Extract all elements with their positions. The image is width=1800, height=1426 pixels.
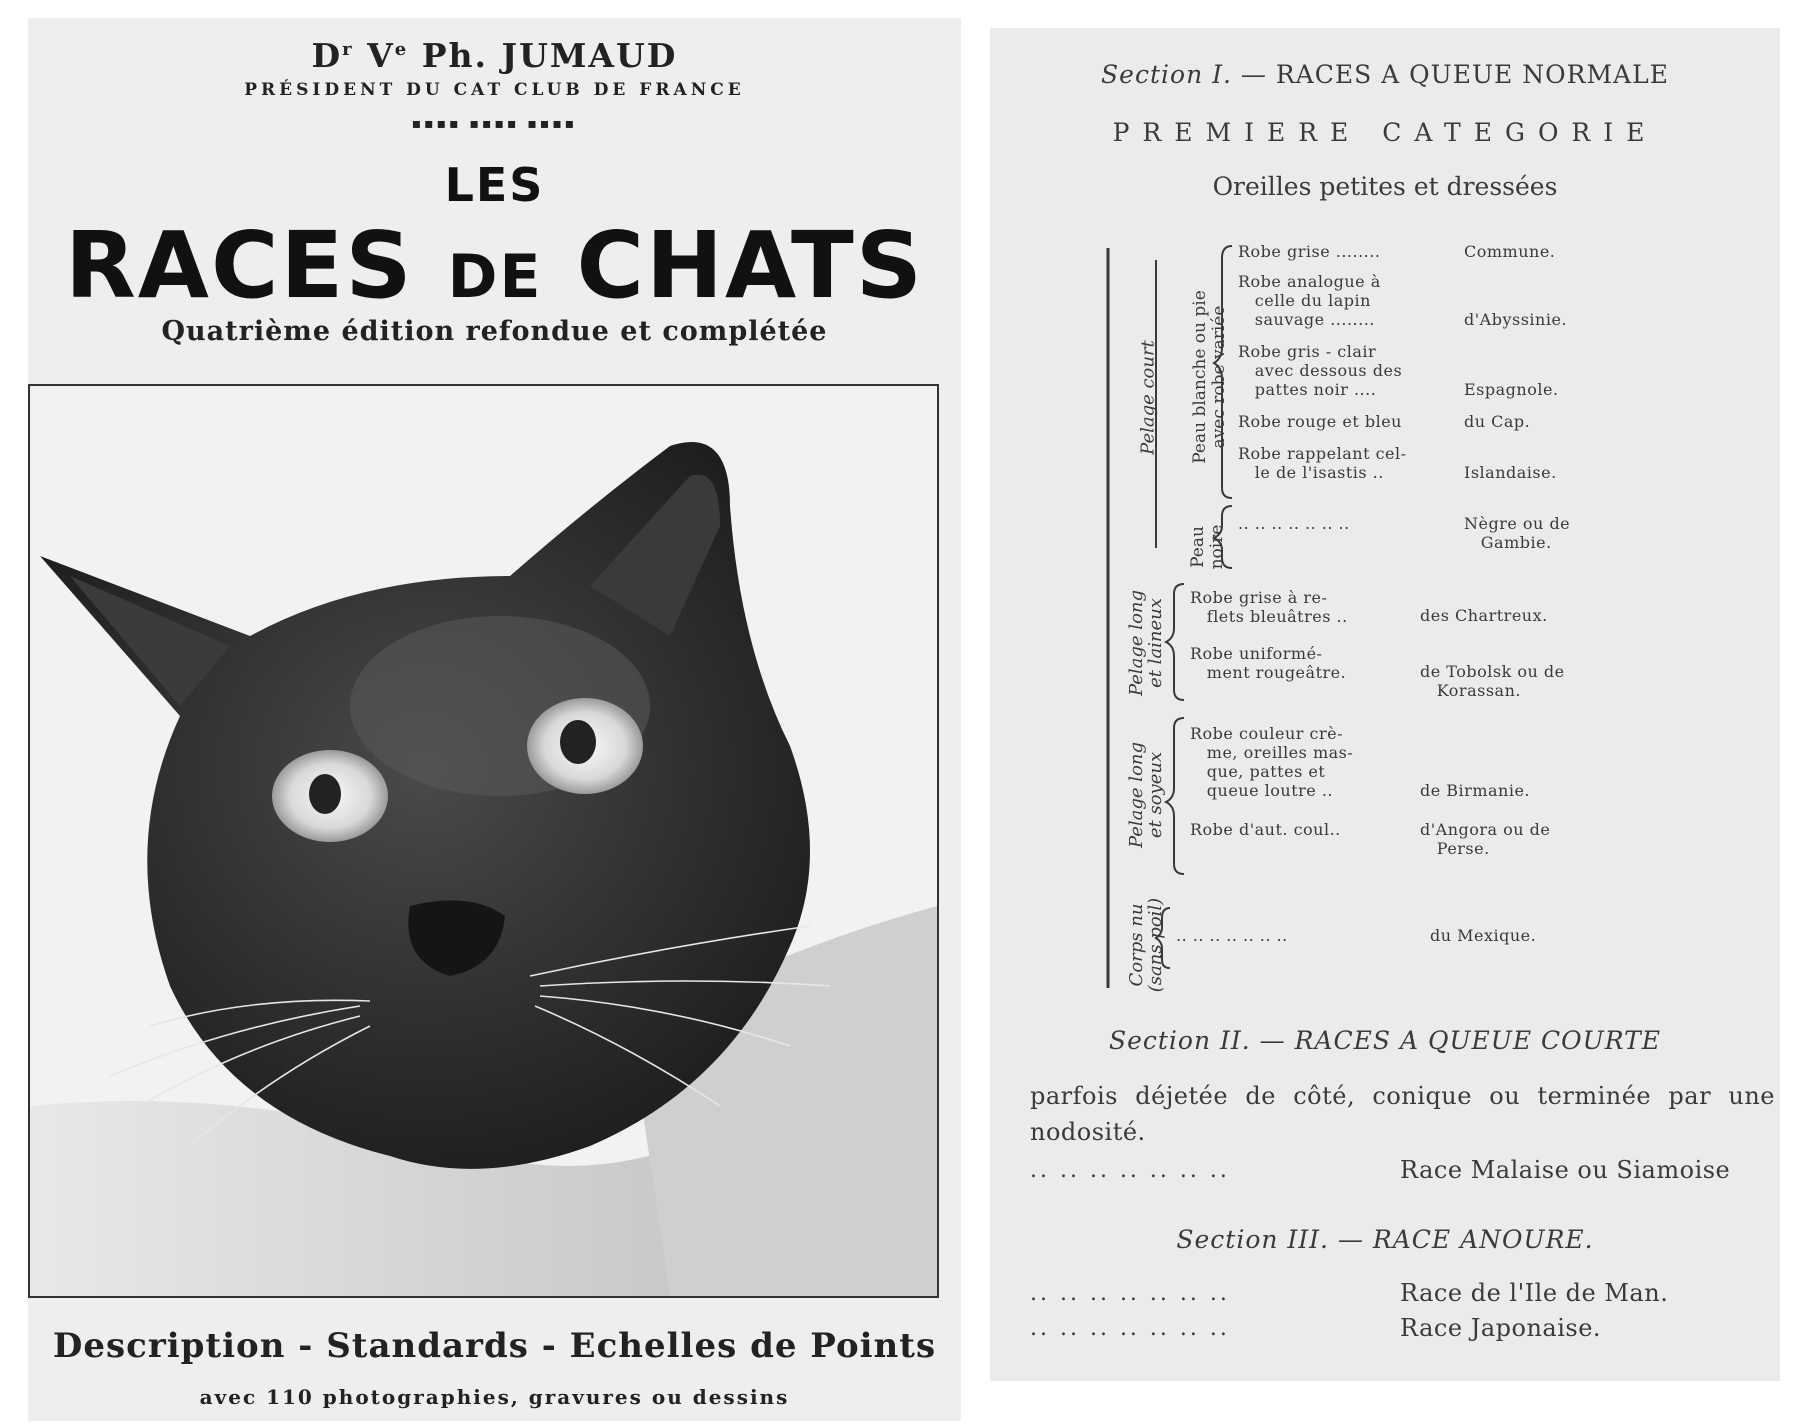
group-pelage-long-soyeux: Pelage long et soyeux [1126, 741, 1166, 849]
entry-desc: Robe gris - clair avec dessous des pattes noir .... [1238, 342, 1403, 399]
entry-desc: Robe analogue à celle du lapin sauvage ........ [1238, 272, 1381, 329]
entry-desc: Robe uniformé- ment rougeâtre. [1190, 644, 1347, 682]
cover-edition: Quatrième édition refondue et complétée [161, 316, 828, 347]
entry-desc: Robe rappelant cel- le de l'isastis .. [1238, 444, 1407, 482]
group-pelage-long-laineux: Pelage long et laineux [1126, 589, 1166, 697]
entry-race: du Mexique. [1430, 926, 1537, 945]
entry-race: d'Angora ou de Perse. [1420, 820, 1551, 858]
group-peau-noire: Peau noire [1188, 524, 1227, 570]
entry-desc: Robe rouge et bleu [1238, 412, 1402, 431]
cover-author: $D^r$ Ve Ph. JUMAUD [311, 36, 678, 75]
entry-race: Nègre ou de Gambie. [1464, 514, 1571, 552]
entry-race: du Cap. [1464, 412, 1531, 431]
cover-title: RACES DE CHATS [64, 212, 925, 319]
entry-desc: .. .. .. .. .. .. .. [1238, 514, 1350, 533]
entry-desc: Robe grise ........ [1238, 242, 1381, 261]
book-cover [28, 18, 961, 1421]
section2-race: Race Malaise ou Siamoise [1400, 1156, 1731, 1184]
cover-divider: ▪▪▪▪ ▪▪▪▪ ▪▪▪▪ [411, 116, 578, 132]
section3-race-man: Race de l'Ile de Man. [1400, 1279, 1669, 1307]
entry-desc: Robe couleur crè- me, oreilles mas- que, pattes et queue loutre .. [1190, 724, 1354, 800]
entry-race: Islandaise. [1464, 463, 1557, 482]
book-page [990, 28, 1780, 1381]
oreilles-subtitle: Oreilles petites et dressées [1212, 172, 1558, 201]
cover-photos-note: avec 110 photographies, gravures ou dessins [199, 1385, 790, 1409]
section2-dots: .. .. .. .. .. .. .. [1030, 1158, 1230, 1183]
cover-president: PRÉSIDENT DU CAT CLUB DE FRANCE [244, 80, 745, 100]
section3-race-japonaise: Race Japonaise. [1400, 1314, 1602, 1342]
group-peau-blanche: Peau blanche ou pie avec robe variée [1190, 290, 1229, 464]
entry-race: de Birmanie. [1420, 781, 1531, 800]
section2-body: parfois déjetée de côté, conique ou terminée par une nodosité. [1030, 1082, 1775, 1146]
classification-brackets [990, 28, 1780, 1028]
entry-desc: Robe d'aut. coul.. [1190, 820, 1341, 839]
entry-desc: .. .. .. .. .. .. .. [1176, 926, 1288, 945]
entry-race: Commune. [1464, 242, 1556, 261]
cover-title-les: LES [444, 158, 545, 212]
group-pelage-court: Pelage court [1137, 340, 1159, 455]
cat-photo-illustration [30, 386, 937, 1296]
section1-heading: Section I. — RACES A QUEUE NORMALE [1101, 60, 1669, 89]
section3-dots: .. .. .. .. .. .. .. [1030, 1281, 1230, 1306]
section3-dots: .. .. .. .. .. .. .. [1030, 1316, 1230, 1341]
entry-race: Espagnole. [1464, 380, 1559, 399]
section3-heading: Section III. — RACE ANOURE. [1176, 1225, 1594, 1254]
section2-heading: Section II. — RACES A QUEUE COURTE [1108, 1026, 1662, 1055]
entry-race: d'Abyssinie. [1464, 310, 1567, 329]
entry-desc: Robe grise à re- flets bleuâtres .. [1190, 588, 1348, 626]
cover-description: Description - Standards - Echelles de Points [52, 1326, 937, 1366]
premiere-categorie: PREMIERE CATEGORIE [1112, 118, 1658, 147]
group-corps-nu: Corps nu (sans poil) [1126, 897, 1166, 993]
entry-race: des Chartreux. [1420, 606, 1548, 625]
entry-race: de Tobolsk ou de Korassan. [1420, 662, 1565, 700]
cat-photo [28, 384, 939, 1298]
